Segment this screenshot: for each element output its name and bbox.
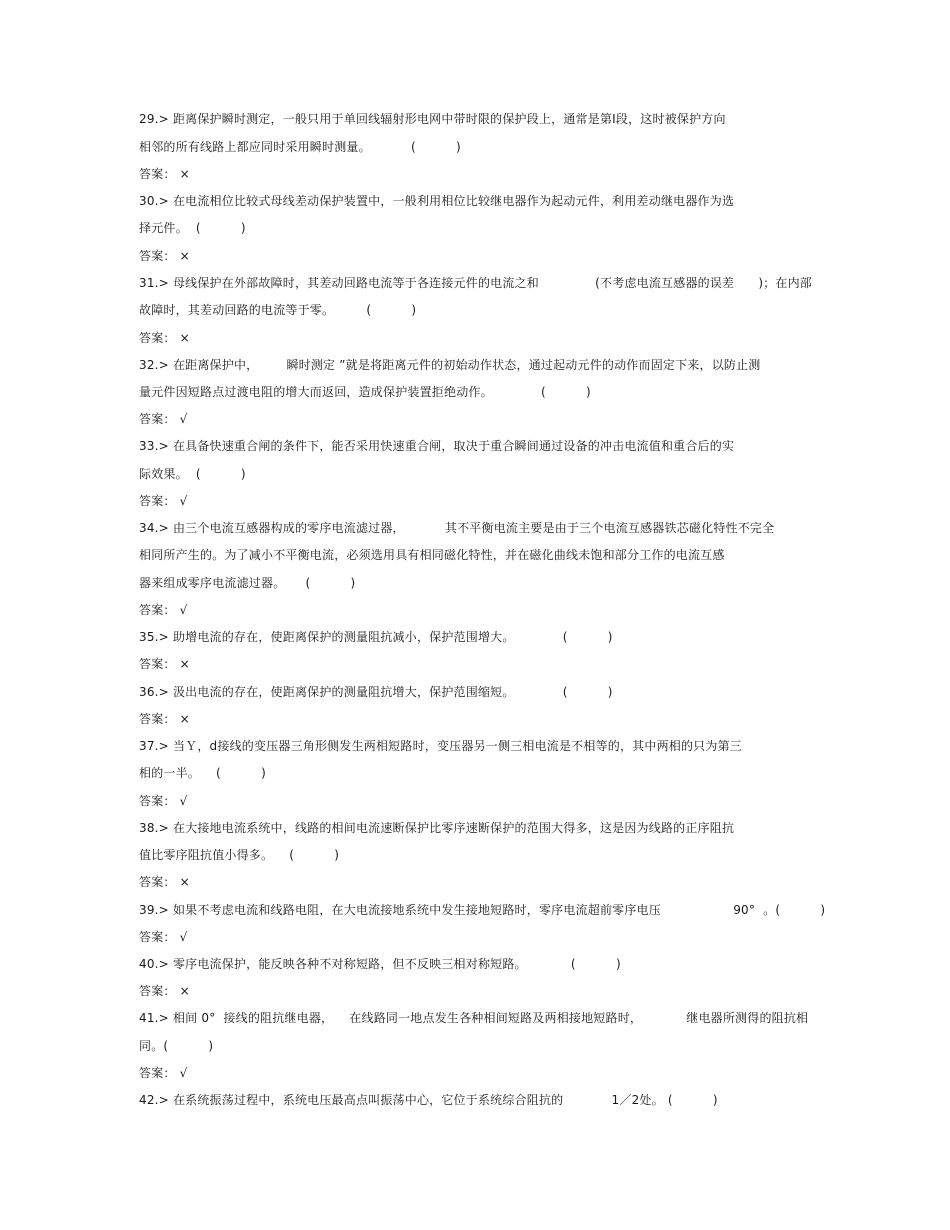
answer-38: 答案： × [139,875,190,889]
question-34-line-2: 相同所产生的。为了减小不平衡电流，必须选用具有相同磁化特性，并在磁化曲线未饱和部分工作的电流互感 [139,548,725,562]
answer-39: 答案： √ [139,930,188,944]
answer-36: 答案： × [139,712,190,726]
question-35-line-1: 35.> 助增电流的存在，使距离保护的测量阻抗减小，保护范围增大。 ( ) [139,630,613,644]
answer-29: 答案： × [139,167,190,181]
question-30-line-1: 30.> 在电流相位比较式母线差动保护装置中，一般利用相位比较继电器作为起动元件，利用差动继电器作为选 [139,194,735,208]
question-41-line-1: 41.> 相间 0° 接线的阻抗继电器， 在线路同一地点发生各种相间短路及两相接地短路时， 继电器所测得的阻抗相 [139,1011,809,1025]
question-40-line-1: 40.> 零序电流保护，能反映各种不对称短路，但不反映三相对称短路。 ( ) [139,957,621,971]
answer-34: 答案： √ [139,603,188,617]
question-29-line-2: 相邻的所有线路上都应同时采用瞬时测量。 ( ) [139,140,461,154]
question-34-line-1: 34.> 由三个电流互感器构成的零序电流滤过器， 其不平衡电流主要是由于三个电流互感器铁芯磁化特性不完全 [139,521,775,535]
answer-41: 答案： √ [139,1066,188,1080]
question-38-line-1: 38.> 在大接地电流系统中，线路的相间电流速断保护比零序速断保护的范围大得多，这是因为线路的正序阻抗 [139,821,735,835]
question-29-line-1: 29.> 距离保护瞬时测定，一般只用于单回线辐射形电网中带时限的保护段上，通常是第Ⅰ段，这时被保护方向 [139,112,726,126]
answer-30: 答案： × [139,249,190,263]
question-38-line-2: 值比零序阻抗值小得多。 ( ) [139,848,340,862]
answer-37: 答案： √ [139,794,188,808]
question-33-line-1: 33.> 在具备快速重合闸的条件下，能否采用快速重合闸，取决于重合瞬间通过设备的冲击电流值和重合后的实 [139,439,735,453]
answer-31: 答案： × [139,331,190,345]
answer-32: 答案： √ [139,412,188,426]
question-37-line-1: 37.> 当Ｙ，d接线的变压器三角形侧发生两相短路时，变压器另一侧三相电流是不相等的，其中两相的只为第三 [139,739,742,753]
question-37-line-2: 相的一半。 ( ) [139,766,266,780]
question-42-line-1: 42.> 在系统振荡过程中，系统电压最高点叫振荡中心，它位于系统综合阻抗的 1／2处。 ( ) [139,1093,718,1107]
question-36-line-1: 36.> 汲出电流的存在，使距离保护的测量阻抗增大，保护范围缩短。 ( ) [139,685,613,699]
answer-40: 答案： × [139,984,190,998]
answer-35: 答案： × [139,657,190,671]
question-30-line-2: 择元件。 ( ) [139,221,246,235]
question-33-line-2: 际效果。 ( ) [139,467,246,481]
question-31-line-2: 故障时，其差动回路的电流等于零。 ( ) [139,303,417,317]
question-32-line-2: 量元件因短路点过渡电阻的增大而返回，造成保护装置拒绝动作。 ( ) [139,385,591,399]
answer-33: 答案： √ [139,494,188,508]
question-39-line-1: 39.> 如果不考虑电流和线路电阻，在大电流接地系统中发生接地短路时，零序电流超前零序电压 90° 。( ) [139,903,826,917]
question-41-line-2: 同。( ) [139,1039,214,1053]
question-31-line-1: 31.> 母线保护在外部故障时，其差动回路电流等于各连接元件的电流之和 (不考虑电流互感器的误差 )；在内部 [139,276,813,290]
question-32-line-1: 32.> 在距离保护中， 瞬时测定 ”就是将距离元件的初始动作状态，通过起动元件的动作而固定下来，以防止测 [139,358,761,372]
question-34-line-3: 器来组成零序电流滤过器。 ( ) [139,576,356,590]
